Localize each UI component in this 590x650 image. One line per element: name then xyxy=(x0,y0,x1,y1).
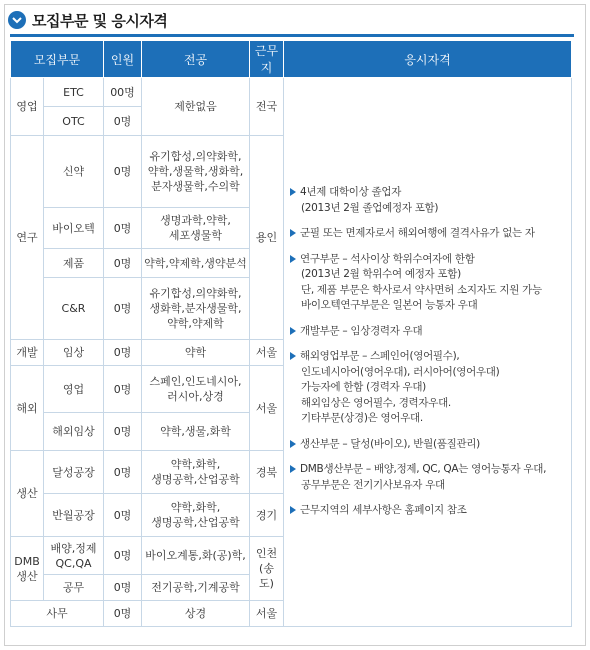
chevron-down-icon xyxy=(8,11,26,29)
count-cell: 0명 xyxy=(104,575,142,601)
group-research: 연구 xyxy=(11,136,44,340)
major-cell: 약학,약제학,생약분석 xyxy=(142,249,250,278)
header-major: 전공 xyxy=(142,41,250,78)
count-cell: 0명 xyxy=(104,107,142,136)
dept-cell: 달성공장 xyxy=(44,451,104,494)
header-location: 근무지 xyxy=(250,41,284,78)
page-title: 모집부문 및 응시자격 xyxy=(32,11,168,30)
location-cell: 용인 xyxy=(250,136,284,340)
bullet-arrow-icon xyxy=(290,440,296,448)
group-dmb: DMB 생산 xyxy=(11,537,44,601)
qualification-text: 공무부문은 전기기사보유자 우대 xyxy=(301,478,445,491)
qualification-item xyxy=(290,462,567,493)
dept-cell: 반월공장 xyxy=(44,494,104,537)
bullet-arrow-icon xyxy=(290,188,296,196)
qualification-text: 기타부문(상경)은 영어우대. xyxy=(301,412,423,425)
location-cell: 경기 xyxy=(250,494,284,537)
qualification-text: 연구부문 – 석사이상 학위수여자에 한함 xyxy=(300,252,475,265)
qualification-item xyxy=(290,349,567,427)
count-cell: 0명 xyxy=(104,601,142,627)
dept-cell: 해외임상 xyxy=(44,413,104,451)
group-overseas: 해외 xyxy=(11,366,44,451)
location-cell: 전국 xyxy=(250,78,284,136)
group-production: 생산 xyxy=(11,451,44,537)
count-cell: 0명 xyxy=(104,249,142,278)
major-cell: 상경 xyxy=(142,601,250,627)
major-cell: 제한없음 xyxy=(142,78,250,136)
major-cell: 약학,화학, 생명공학,산업공학 xyxy=(142,451,250,494)
qualification-text: 인도네시아어(영어우대), 러시아어(영어우대) xyxy=(301,365,500,378)
qualification-text: 가능자에 한함 (경력자 우대) xyxy=(301,381,426,394)
major-cell: 약학,생물,화학 xyxy=(142,413,250,451)
location-cell: 서울 xyxy=(250,601,284,627)
section-header xyxy=(8,7,167,33)
bullet-arrow-icon xyxy=(290,229,296,237)
count-cell: 0명 xyxy=(104,451,142,494)
dept-cell: C&R xyxy=(44,278,104,340)
dept-cell: OTC xyxy=(44,107,104,136)
qualification-text: DMB생산부문 – 배양,정제, QC, QA는 영어능통자 우대, xyxy=(300,463,547,476)
dept-cell: 신약 xyxy=(44,136,104,208)
dept-cell: 영업 xyxy=(44,366,104,413)
major-cell: 약학,화학, 생명공학,산업공학 xyxy=(142,494,250,537)
count-cell: 0명 xyxy=(104,413,142,451)
qualification-cell xyxy=(284,78,572,627)
count-cell: 00명 xyxy=(104,78,142,107)
dept-cell: 임상 xyxy=(44,340,104,366)
count-cell: 0명 xyxy=(104,537,142,575)
dept-cell: 제품 xyxy=(44,249,104,278)
major-cell: 약학 xyxy=(142,340,250,366)
location-cell: 서울 xyxy=(250,366,284,451)
location-cell: 경북 xyxy=(250,451,284,494)
major-cell: 유기합성,의약화학, 생화학,분자생물학, 약학,약제학 xyxy=(142,278,250,340)
qualification-text: (2013년 2월 졸업예정자 포함) xyxy=(301,201,439,214)
qualification-list xyxy=(290,185,567,519)
group-development: 개발 xyxy=(11,340,44,366)
count-cell: 0명 xyxy=(104,208,142,249)
count-cell: 0명 xyxy=(104,340,142,366)
major-cell: 바이오계통,화(공)학, xyxy=(142,537,250,575)
dept-cell: 바이오텍 xyxy=(44,208,104,249)
table-row xyxy=(11,78,572,107)
location-cell: 인천 (송도) xyxy=(250,537,284,601)
qualification-text: 개발부문 – 임상경력자 우대 xyxy=(300,324,423,337)
count-cell: 0명 xyxy=(104,136,142,208)
qualification-item xyxy=(290,185,567,216)
qualification-text: 해외임상은 영어필수, 경력자우대. xyxy=(301,396,451,409)
major-cell: 전기공학,기계공학 xyxy=(142,575,250,601)
qualification-text: 바이오텍연구부문은 일본어 능통자 우대 xyxy=(301,299,478,312)
bullet-arrow-icon xyxy=(290,255,296,263)
count-cell: 0명 xyxy=(104,278,142,340)
qualification-text: 근무지역의 세부사항은 홈페이지 참조 xyxy=(300,504,467,517)
qualification-item xyxy=(290,437,567,453)
major-cell: 유기합성,의약화학, 약학,생물학,생화학, 분자생물학,수의학 xyxy=(142,136,250,208)
major-cell: 스페인,인도네시아, 러시아,상경 xyxy=(142,366,250,413)
qualification-text: 단, 제품 부문은 학사로서 약사면허 소지자도 지원 가능 xyxy=(301,283,542,296)
dept-cell: ETC xyxy=(44,78,104,107)
count-cell: 0명 xyxy=(104,366,142,413)
qualification-item xyxy=(290,252,567,314)
header-qualification: 응시자격 xyxy=(284,41,572,78)
qualification-text: 군필 또는 면제자로서 해외여행에 결격사유가 없는 자 xyxy=(300,227,535,240)
qualification-text: 해외영업부문 – 스페인어(영어필수), xyxy=(300,350,460,363)
table-header-row xyxy=(11,41,572,78)
qualification-text: (2013년 2월 학위수여 예정자 포함) xyxy=(301,268,461,281)
title-underline xyxy=(10,34,574,37)
header-count: 인원 xyxy=(104,41,142,78)
header-department: 모집부문 xyxy=(11,41,104,78)
qualification-item xyxy=(290,324,567,340)
dept-cell: 사무 xyxy=(11,601,104,627)
qualification-item xyxy=(290,226,567,242)
bullet-arrow-icon xyxy=(290,465,296,473)
recruitment-table xyxy=(10,40,572,627)
bullet-arrow-icon xyxy=(290,506,296,514)
qualification-text: 4년제 대학이상 졸업자 xyxy=(300,186,402,199)
qualification-text: 생산부문 – 달성(바이오), 반월(품질관리) xyxy=(300,437,480,450)
qualification-item xyxy=(290,503,567,519)
location-cell: 서울 xyxy=(250,340,284,366)
bullet-arrow-icon xyxy=(290,352,296,360)
count-cell: 0명 xyxy=(104,494,142,537)
bullet-arrow-icon xyxy=(290,327,296,335)
dept-cell: 배양,정제 QC,QA xyxy=(44,537,104,575)
major-cell: 생명과학,약학, 세포생물학 xyxy=(142,208,250,249)
group-sales: 영업 xyxy=(11,78,44,136)
dept-cell: 공무 xyxy=(44,575,104,601)
